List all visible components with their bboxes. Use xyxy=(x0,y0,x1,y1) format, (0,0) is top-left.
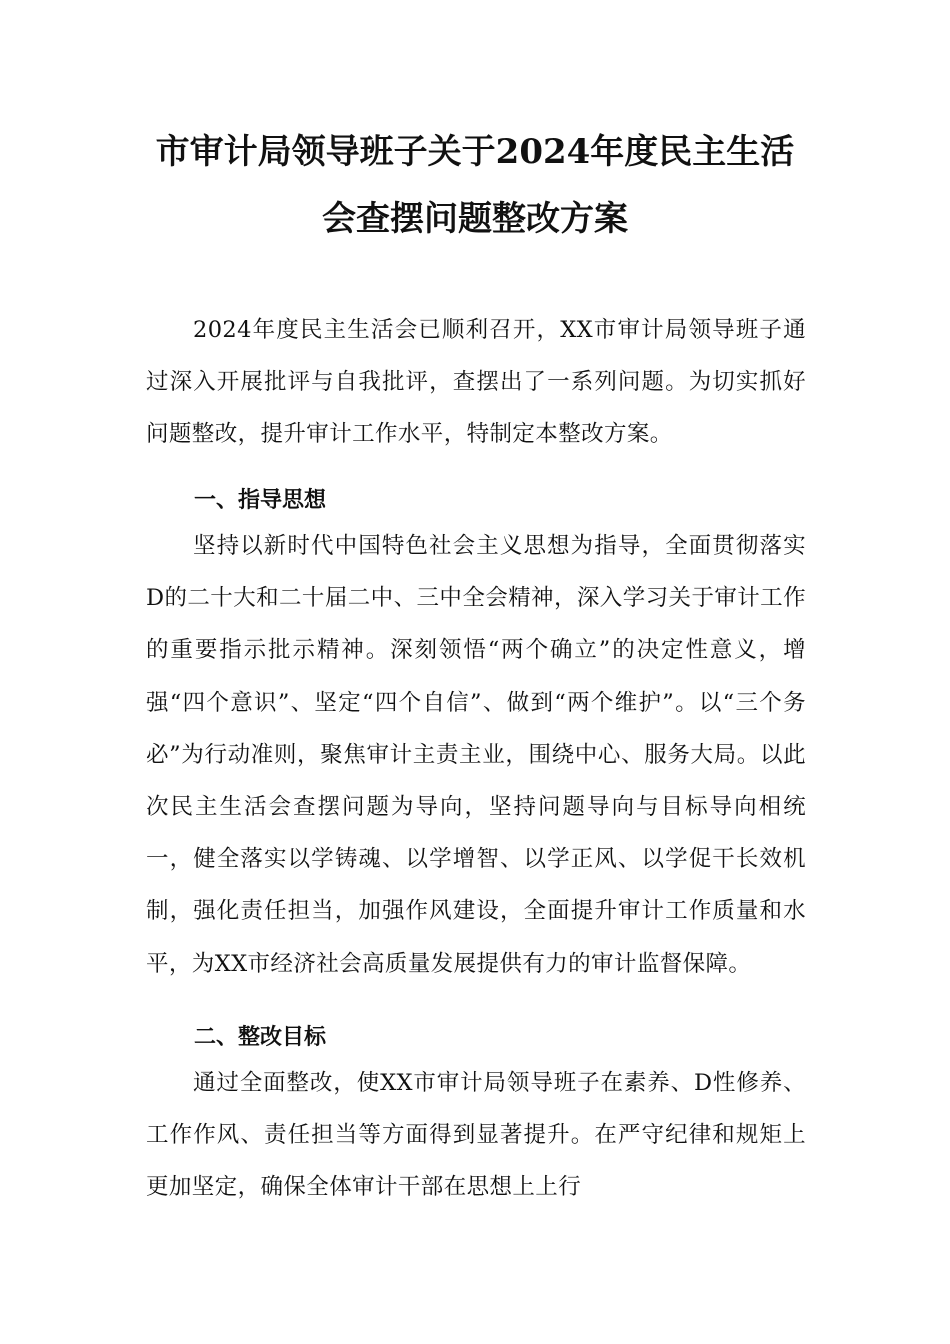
section-paragraph-guiding-ideology: 坚持以新时代中国特色社会主义思想为指导，全面贯彻落实D的二十大和二十届二中、三中全会精神，深入学习关于审计工作的重要指示批示精神。深刻领悟“两个确立”的决定性意义，增强“四个意识”、坚定“四个自信”、做到“两个维护”。以“三个务必”为行动准则，聚焦审计主责主业，围绕中心、服务大局。以此次民主生活会查摆问题为导向，坚持问题导向与目标导向相统一，健全落实以学铸魂、以学增智、以学正风、以学促干长效机制，强化责任担当，加强作风建设，全面提升审计工作质量和水平，为XX市经济社会高质量发展提供有力的审计监督保障。 xyxy=(146,533,806,977)
section-heading-rectification-goals: 二、整改目标 xyxy=(194,1025,327,1050)
section-heading-guiding-ideology: 一、指导思想 xyxy=(194,488,327,513)
document-title-line-1: 市审计局领导班子关于2024年度民主生活 xyxy=(155,132,795,172)
document-title-line-2: 会查摆问题整改方案 xyxy=(322,199,628,239)
intro-paragraph: 2024年度民主生活会已顺利召开，XX市审计局领导班子通过深入开展批评与自我批评，查摆出了一系列问题。为切实抓好问题整改，提升审计工作水平，特制定本整改方案。 xyxy=(146,317,806,448)
section-paragraph-rectification-goals: 通过全面整改，使XX市审计局领导班子在素养、D性修养、工作作风、责任担当等方面得到显著提升。在严守纪律和规矩上更加坚定，确保全体审计干部在思想上上行 xyxy=(146,1070,806,1201)
